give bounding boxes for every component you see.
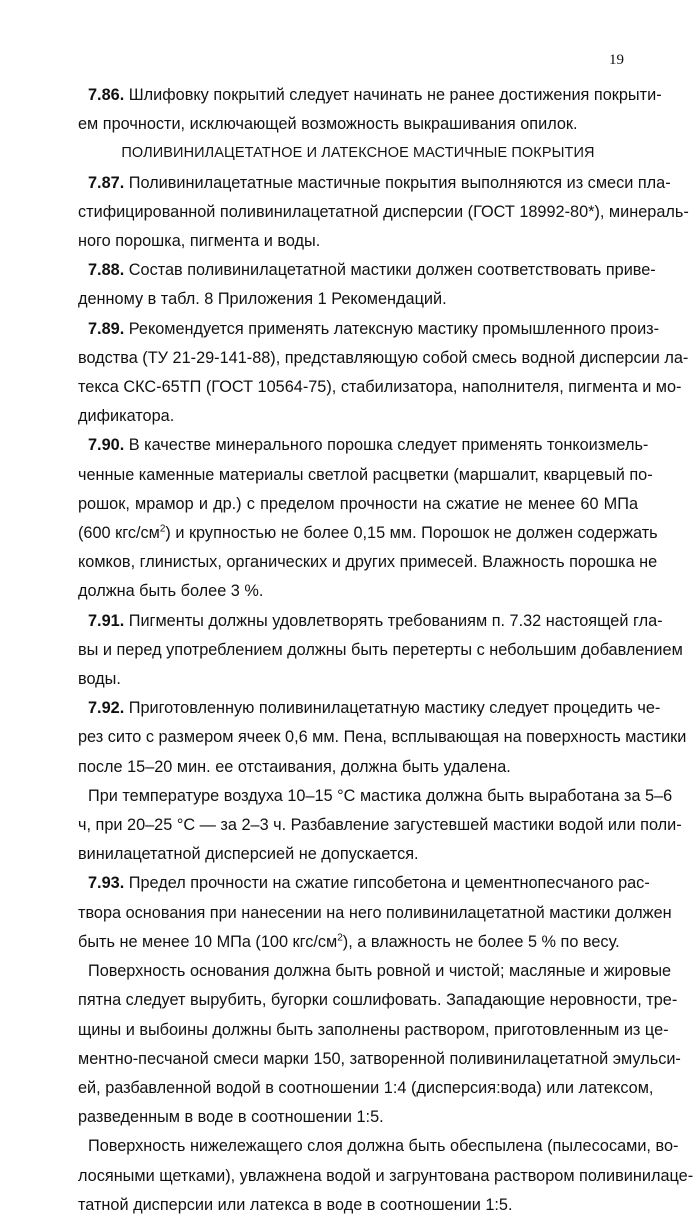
paragraph-7-89: 7.89. Рекомендуется применять латексную мастику промышленного произ- водства (ТУ 21-29-141-88), представляющую собой смесь водной дисперсии ла- текса СКС-65ТП (ГОСТ 10564-75), стабилизатора, наполнителя, пигмента и мо- дификатора.	[78, 319, 689, 426]
clause-number: 7.93.	[88, 874, 125, 893]
paragraph-7-92: 7.92. Приготовленную поливинилацетатную мастику следует процедить че- рез сито с размером ячеек 0,6 мм. Пена, всплывающая на поверхность мастики после 15–20 мин. ее отстаивания, должна быть удалена. При температуре воздуха 10–15 °С мастика должна быть выработана за 5–6 ч, при 20–25 °С — за 2–3 ч. Разбавление загустевшей мастики водой или поли- винилацетатной дисперсией не допускается.	[78, 699, 687, 864]
paragraph-7-87: 7.87. Поливинилацетатные мастичные покрытия выполняются из смеси пла- стифицированной поливинилацетатной дисперсии (ГОСТ 18992-80*), минераль- ного порошка, пигмента и воды.	[78, 173, 689, 251]
page-body	[78, 81, 694, 1220]
clause-number: 7.92.	[88, 699, 125, 718]
clause-number: 7.90.	[88, 436, 125, 455]
paragraph-7-90: 7.90. В качестве минерального порошка следует применять тонкоизмель- ченные каменные материалы светлой расцветки (маршалит, кварцевый по- рошок, мрамор и др.) с пределом прочности на сжатие не менее 60 МПа (600 кгс/$см^2$) и крупностью не более 0,15 мм. Порошок не должен содержать комков, глинистых, органических и других примесей. Влажность порошка не должна быть более 3 %.	[78, 436, 658, 601]
paragraph-7-86: 7.86. Шлифовку покрытий следует начинать не ранее достижения покрыти- ем прочности, исключающей возможность выкрашивания опилок.	[78, 86, 662, 134]
clause-number: 7.89.	[88, 319, 125, 338]
clause-number: 7.87.	[88, 173, 125, 192]
clause-number: 7.86.	[88, 86, 125, 104]
section-heading: ПОЛИВИНИЛАЦЕТАТНОЕ И ЛАТЕКСНОЕ МАСТИЧНЫЕ ПОКРЫТИЯ	[121, 145, 595, 162]
clause-number: 7.88.	[88, 261, 125, 280]
clause-number: 7.91.	[88, 611, 125, 630]
paragraph-7-91: 7.91. Пигменты должны удовлетворять требованиям п. 7.32 настоящей гла- вы и перед употреблением должны быть перетерты с небольшим добавлением воды.	[78, 611, 683, 689]
paragraph-7-88: 7.88. Состав поливинилацетатной мастики должен соответствовать приве- денному в табл. 8 Приложения 1 Рекомендаций.	[78, 261, 656, 309]
paragraph-7-93: 7.93. Предел прочности на сжатие гипсобетона и цементнопесчаного рас- твора основания при нанесении на него поливинилацетатной мастики должен быть не менее 10 МПа (100 кгс/$см^2$), а влажность не более 5 % по весу. Поверхность основания должна быть ровной и чистой; масляные и жировые пятна следует вырубить, бугорки сошлифовать. Западающие неровности, тре- щины и выбоины должны быть заполнены раствором, приготовленным из це- ментно-песчаной смеси марки 150, затворенной поливинилацетатной эмульси- ей, разбавленной водой в соотношении 1:4 (дисперсия:вода) или латексом, разведенным в воде в соотношении 1:5. Поверхность нижележащего слоя должна быть обеспылена (пылесосами, во- лосяными щетками), увлажнена водой и загрунтована раствором поливинилаце- татной дисперсии или латекса в воде в соотношении 1:5.	[78, 874, 694, 1214]
page-number: 19	[609, 52, 624, 68]
